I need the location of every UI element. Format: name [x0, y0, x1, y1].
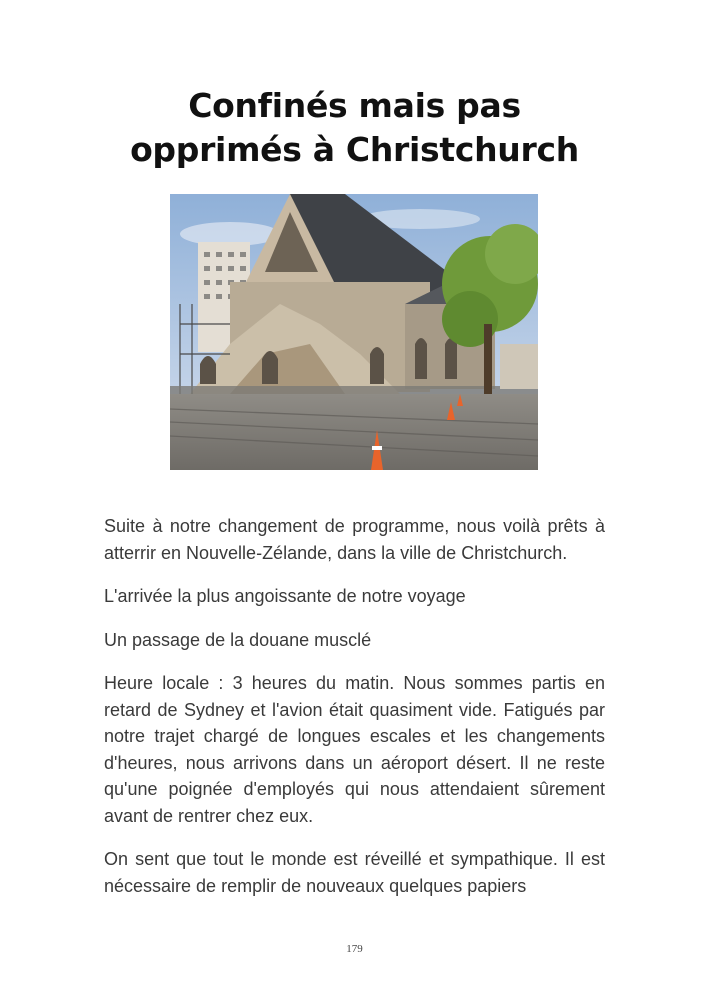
paragraph: Suite à notre changement de programme, nous voilà prêts à atterrir en Nouvelle-Zélande, dans la ville de Christchurch. — [104, 516, 605, 563]
chapter-title-line-2: opprimés à Christchurch — [130, 130, 579, 169]
chapter-title — [60, 84, 649, 172]
paragraph: L'arrivée la plus angoissante de notre voyage — [104, 586, 466, 606]
paragraph: Heure locale : 3 heures du matin. Nous sommes partis en retard de Sydney et l'avion était quasiment vide. Fatigués par notre trajet chargé de longues escales et les changements d'heures, nous arrivons dans un aéroport désert. Il ne reste qu'une poignée d'employés qui nous attendaient sûrement avant de rentrer chez eux. — [104, 673, 605, 826]
paragraph: On sent que tout le monde est réveillé et sympathique. Il est nécessaire de remplir de nouveaux quelques papiers — [104, 849, 605, 896]
chapter-title-line-1: Confinés mais pas — [188, 86, 521, 125]
paragraph: Un passage de la douane musclé — [104, 629, 372, 650]
chapter-body — [104, 513, 605, 916]
page-number: 179 — [346, 943, 363, 955]
paved-square — [170, 394, 538, 470]
cathedral-photo — [170, 194, 538, 470]
